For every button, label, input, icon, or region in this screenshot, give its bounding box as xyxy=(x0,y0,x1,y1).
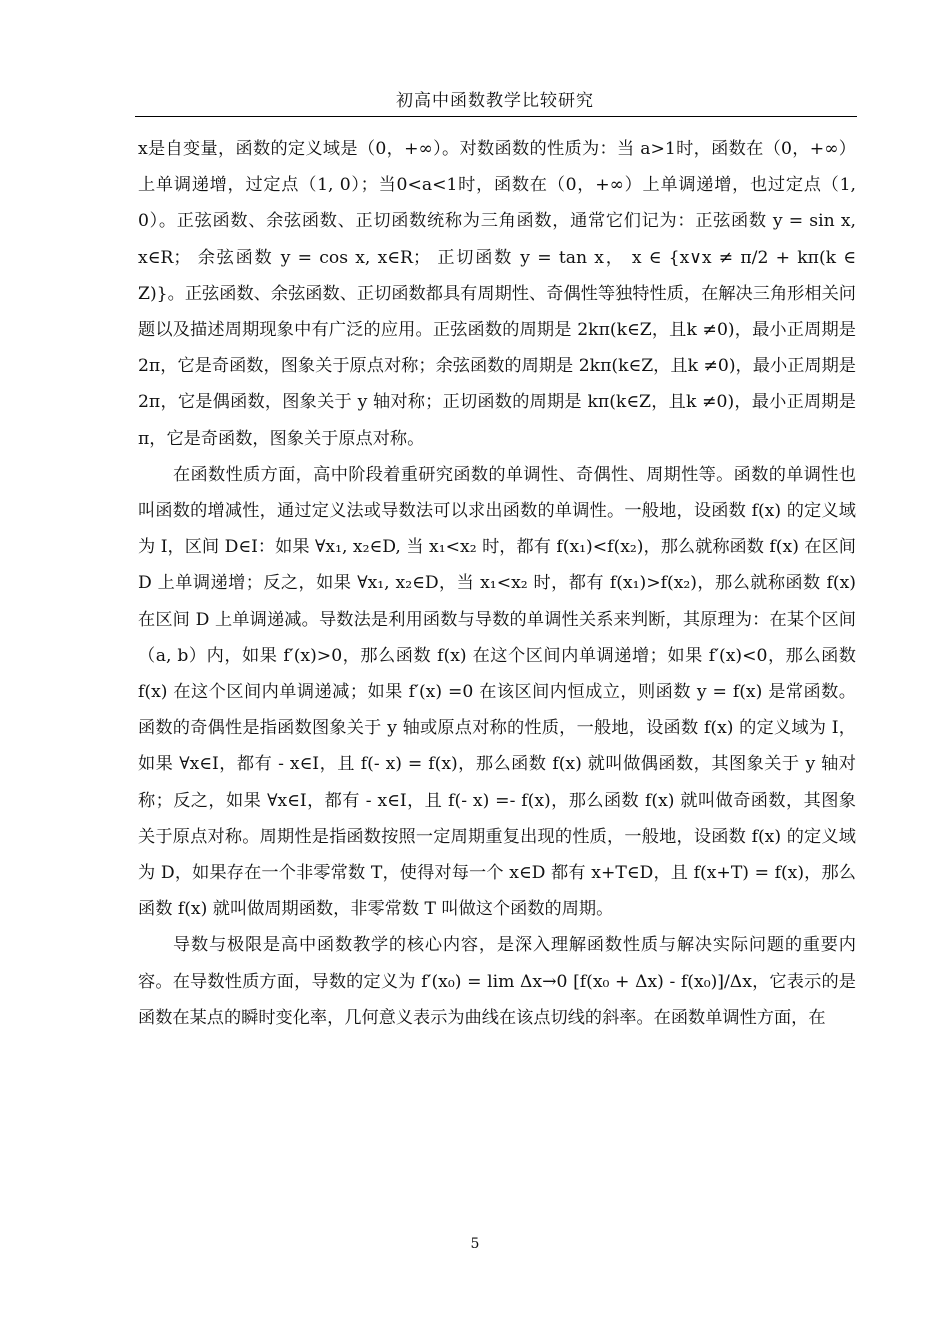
running-header: 初高中函数教学比较研究 xyxy=(396,91,594,111)
body-text xyxy=(138,131,856,1036)
paragraph-derivatives: 导数与极限是高中函数教学的核心内容，是深入理解函数性质与解决实际问题的重要内容。在导数性质方面，导数的定义为 f′(x₀) = lim Δx→0 [f(x₀ + Δx) - f(x₀)]/Δx，它表示的是函数在某点的瞬时变化率，几何意义表示为曲线在该点切线的斜率。在函数单调性方面，在 xyxy=(138,935,856,1028)
paragraph-trig-functions: x是自变量，函数的定义域是（0，+∞）。对数函数的性质为：当 a>1时，函数在（0，+∞）上单调递增，过定点（1, 0）；当0<a<1时，函数在（0，+∞）上单调递增，也过定点（1, 0）。正弦函数、余弦函数、正切函数统称为三角函数，通常它们记为：正弦函数 y = sin x, x∈R； 余弦函数 y = cos x, x∈R； 正切函数 y = tan x， x ∈ {x∨x ≠ π/2 + kπ(k ∈ Z)}。正弦函数、余弦函数、正切函数都具有周期性、奇偶性等独特性质，在解决三角形相关问题以及描述周期现象中有广泛的应用。正弦函数的周期是 2kπ(k∈Z，且k ≠0)，最小正周期是2π，它是奇函数，图象关于原点对称；余弦函数的周期是 2kπ(k∈Z，且k ≠0)，最小正周期是2π，它是偶函数，图象关于 y 轴对称；正切函数的周期是 kπ(k∈Z，且k ≠0)，最小正周期是 π，它是奇函数，图象关于原点对称。 xyxy=(138,139,856,449)
header-rule xyxy=(135,116,857,117)
page-number: 5 xyxy=(470,1236,480,1252)
paragraph-function-properties: 在函数性质方面，高中阶段着重研究函数的单调性、奇偶性、周期性等。函数的单调性也叫函数的增减性，通过定义法或导数法可以求出函数的单调性。一般地，设函数 f(x) 的定义域为 I，区间 D∈I：如果 ∀x₁, x₂∈D, 当 x₁<x₂ 时，都有 f(x₁)<f(x₂)，那么就称函数 f(x) 在区间 D 上单调递增；反之，如果 ∀x₁, x₂∈D，当 x₁<x₂ 时，都有 f(x₁)>f(x₂)，那么就称函数 f(x) 在区间 D 上单调递减。导数法是利用函数与导数的单调性关系来判断，其原理为：在某个区间（a, b）内，如果 f′(x)>0，那么函数 f(x) 在这个区间内单调递增；如果 f′(x)<0，那么函数 f(x) 在这个区间内单调递减；如果 f′(x) =0 在该区间内恒成立，则函数 y = f(x) 是常函数。函数的奇偶性是指函数图象关于 y 轴或原点对称的性质，一般地，设函数 f(x) 的定义域为 I，如果 ∀x∈I，都有 - x∈I，且 f(- x) = f(x)，那么函数 f(x) 就叫做偶函数，其图象关于 y 轴对称；反之，如果 ∀x∈I，都有 - x∈I，且 f(- x) =- f(x)，那么函数 f(x) 就叫做奇函数，其图象关于原点对称。周期性是指函数按照一定周期重复出现的性质，一般地，设函数 f(x) 的定义域为 D，如果存在一个非零常数 T，使得对每一个 x∈D 都有 x+T∈D，且 f(x+T) = f(x)，那么函数 f(x) 就叫做周期函数，非零常数 T 叫做这个函数的周期。 xyxy=(138,464,856,920)
